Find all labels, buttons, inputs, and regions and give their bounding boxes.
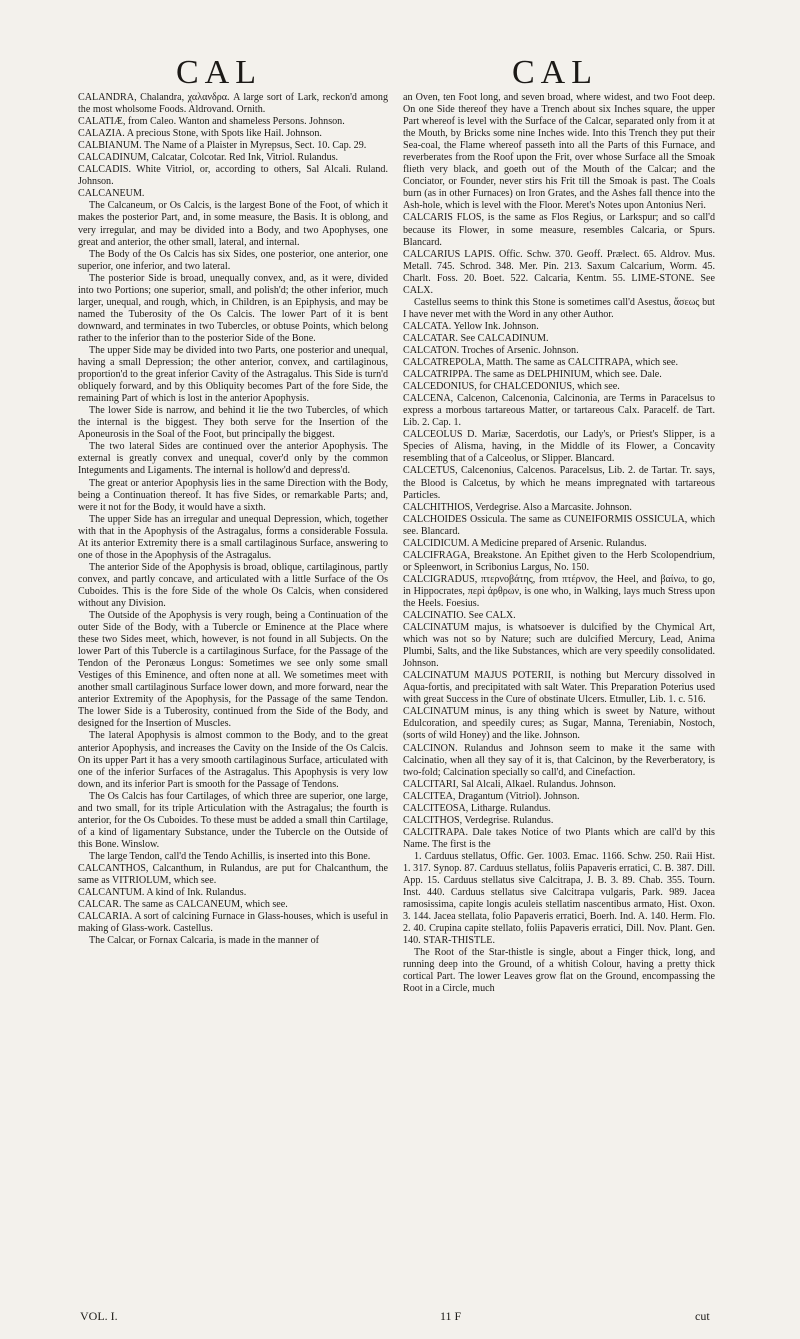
paragraph: 1. Carduus stellatus, Offic. Ger. 1003. Emac. 1166. Schw. 250. Raii Hist. 1. 317. Synop. 87. Carduus stellatus, foliis Papaveris erratici, C. B. 387. Dill. App. 15. Carduus stellatus sive Calcitrapa, J. B. 3. 89. Chab. 355. Tourn. Inst. 440. Carduus stellatus sive Calcitrapa vulgaris, Park. 989. Jacea ramosissima, capite longis aculeis stellatim nascentibus armato, Hist. Oxon. 3. 144. Jacea stellata, folio Papaveris erratici, Boerh. Ind. A. 140. Herm. Flo. 2. 40. Crupina capite stellato, foliis Papaveris erratici, Dill. Nov. Plant. Gen. 140. STAR-THISTLE. bbox=[403, 850, 715, 947]
left-column bbox=[78, 92, 388, 947]
entry-calciteosa: CALCITEOSA, Litharge. Rulandus. bbox=[403, 802, 551, 814]
paragraph: The Calcar, or Fornax Calcaria, is made in the manner of bbox=[89, 935, 319, 947]
entry-calchoides: CALCHOIDES Ossicula. The same as CUNEIFORMIS OSSICULA, which see. Blancard. bbox=[403, 513, 715, 537]
entry-calcadinum: CALCADINUM, Calcatar, Colcotar. Red Ink, Vitriol. Rulandus. bbox=[78, 152, 339, 164]
entry-calcedonius: CALCEDONIUS, for CHALCEDONIUS, which see. bbox=[403, 381, 620, 393]
page-footer bbox=[0, 1309, 800, 1329]
entry-calcaris-flos: CALCARIS FLOS, is the same as Flos Regius, or Larkspur; and so call'd because its Flower, in some measure, resembles Calcaria, or Spurs. Blancard. bbox=[403, 212, 715, 248]
paragraph: The two lateral Sides are continued over the anterior Apophysis. The external is greatly convex and unequal, cover'd only by the common Integuments and Ligaments. The internal is hollow'd and depress'd. bbox=[78, 441, 388, 477]
entry-calbianum: CALBIANUM. The Name of a Plaister in Myrepsus, Sect. 10. Cap. 29. bbox=[78, 140, 367, 152]
entry-calcifraga: CALCIFRAGA, Breakstone. An Epithet given to the Herb Scolopendrium, or Spleenwort, in Scribonius Largus, No. 150. bbox=[403, 549, 715, 573]
signature-mark: 11 F bbox=[440, 1309, 462, 1323]
entry-calcatar: CALCATAR. See CALCADINUM. bbox=[403, 332, 549, 344]
paragraph: The Calcaneum, or Os Calcis, is the largest Bone of the Foot, of which it makes the posterior Part, and, in some measure, the Basis. It is oblong, and very irregular, and may be divided into a Body, and two Apophyses, one great and anterior, the other small, lateral, and internal. bbox=[78, 200, 388, 248]
entry-calcinon: CALCINON. Rulandus and Johnson seem to make it the same with Calcinatio, when all they say of it is, that Calcinon, by the Reverberatory, is two-fold; Calcination specially so call'd, and Cinefaction. bbox=[403, 742, 715, 778]
entry-calcitea: CALCITEA, Dragantum (Vitriol). Johnson. bbox=[403, 790, 580, 802]
paragraph: The posterior Side is broad, unequally convex, and, as it were, divided into two Portions; one superior, small, and polish'd; the other inferior, much larger, unequal, and rough, which, in Children, is an Epiphysis, and may be named the Tuberosity of the Os Calcis. The lower Part of it is bent downward, and terminates in two Tubercles, or obtuse Points, which belong rather to the inferior than to the posterior Side of the Bone. bbox=[78, 272, 388, 344]
entry-calcarius-lapis: CALCARIUS LAPIS. Offic. Schw. 370. Geoff. Prælect. 65. Aldrov. Mus. Metall. 745. Schrod. 348. Mer. Pin. 213. Saxum Calcarium, Worm. 45. Charlt. Foss. 20. Boet. 522. Calcaria, Kentm. 55. LIME-STONE. See CALX. bbox=[403, 248, 715, 296]
entry-calchithios: CALCHITHIOS, Verdegrise. Also a Marcasite. Johnson. bbox=[403, 501, 632, 513]
right-column bbox=[403, 92, 715, 996]
paragraph: The large Tendon, call'd the Tendo Achillis, is inserted into this Bone. bbox=[89, 850, 371, 862]
paragraph: Castellus seems to think this Stone is sometimes call'd Asestus, ἄσεως but I have never met with the Word in any other Author. bbox=[403, 296, 715, 320]
paragraph: The Root of the Star-thistle is single, about a Finger thick, long, and running deep into the Ground, of a whitish Colour, having a pretty thick cortical Part. The lower Leaves grow flat on the Ground, encompassing the Root in a Circle, much bbox=[403, 947, 715, 995]
running-head-right: CAL bbox=[512, 54, 598, 91]
entry-calcar: CALCAR. The same as CALCANEUM, which see. bbox=[78, 899, 288, 911]
entry-calcena: CALCENA, Calcenon, Calcenonia, Calcinonia, are Terms in Paracelsus to express a morbous tartareous Matter, or tartareous Calx. Paracelf. de Tart. Lib. 2. Cap. 1. bbox=[403, 393, 715, 429]
paragraph: The Os Calcis has four Cartilages, of which three are superior, one large, and two small, for its triple Articulation with the Astragalus; the fourth is anterior, for the Os Cuboides. To these must be added a small thin Cartilage, of a kind of ligamentary Substance, under the Tubercle on the Outside of this Bone. Winslow. bbox=[78, 790, 388, 850]
entry-calatiae: CALATIÆ, from Caleo. Wanton and shameless Persons. Johnson. bbox=[78, 116, 345, 128]
entry-calcadis: CALCADIS. White Vitriol, or, according to others, Sal Alcali. Ruland. Johnson. bbox=[78, 164, 388, 188]
entry-calcaton: CALCATON. Troches of Arsenic. Johnson. bbox=[403, 344, 579, 356]
running-head-left: CAL bbox=[176, 54, 262, 91]
entry-calcinatum-majus-poterii: CALCINATUM MAJUS POTERII, is nothing but Mercury dissolved in Aqua-fortis, and precipitated with salt Water. This Preparation Poterius used with great Success in the Cure of obstinate Ulcers. Etmuller, Lib. 1. c. 516. bbox=[403, 670, 715, 706]
paragraph: The upper Side may be divided into two Parts, one posterior and unequal, having a small Depression; the other anterior, convex, and cartilaginous, proportion'd to the great inferior Cavity of the Astragalus. This Side is turn'd obliquely forward, and by this Obliquity becomes Part of the fore Side, the remaining Part of which is lost in the anterior Apophysis. bbox=[78, 344, 388, 405]
entry-calcithos: CALCITHOS, Verdegrise. Rulandus. bbox=[403, 814, 554, 826]
entry-calcinatum-majus: CALCINATUM majus, is whatsoever is dulcified by the Chymical Art, which was not so by Nature; such are dulcified Mercury, Lead, Anima Plumbi, Salts, and the like Substances, which are very speedily consolidated. Johnson. bbox=[403, 622, 715, 670]
entry-calandra: CALANDRA, Chalandra, χαλανδρα. A large sort of Lark, reckon'd among the most wholsome Foods. Aldrovand. Ornith. bbox=[78, 92, 388, 116]
entry-calazia: CALAZIA. A precious Stone, with Spots like Hail. Johnson. bbox=[78, 128, 322, 140]
catchword: cut bbox=[695, 1309, 710, 1323]
paragraph: The lateral Apophysis is almost common to the Body, and to the great anterior Apophysis, and increases the Cavity on the Inside of the Os Calcis. On its upper Part it has a very smooth cartilaginous Surface, articulated with one of the inferior Surfaces of the Astragalus. This Apophysis is very low down, and its inferior Part is smooth for the Passage of Tendons. bbox=[78, 730, 388, 790]
entry-calcantum: CALCANTUM. A kind of Ink. Rulandus. bbox=[78, 887, 247, 899]
entry-calcetus: CALCETUS, Calcenonius, Calcenos. Paracelsus, Lib. 2. de Tartar. Tr. says, the Blood is Calcetus, by which he means impregnated with tartareous Particles. bbox=[403, 465, 715, 501]
entry-calcitari: CALCITARI, Sal Alcali, Alkael. Rulandus. Johnson. bbox=[403, 778, 616, 790]
entry-calcanthos: CALCANTHOS, Calcanthum, in Rulandus, are put for Chalcanthum, the same as VITRIOLUM, which see. bbox=[78, 863, 388, 887]
paragraph: The Outside of the Apophysis is very rough, being a Continuation of the outer Side of the Body, with a Tubercle or Eminence at the Place where these two Sides meet, which, however, is not found in all Subjects. On the lower Part of this Tubercle is a cartilaginous Surface, for the Passage of the Tendon of the Peronæus Longus: Sometimes we see only some small Vestiges of this Eminence, and often none at all. We sometimes meet with another small cartilaginous Surface lower down, and more forward, near the anterior Extremity of the Apophysis, for the Passage of the same Tendon. The lower Side is a Tuberosity, continued from the Side of the Body, and designed for the Insertion of Muscles. bbox=[78, 610, 388, 730]
paragraph: The great or anterior Apophysis lies in the same Direction with the Body, being a Continuation thereof. It has five Sides, or remarkable Parts; and, were it not for the Body, it would have a sixth. bbox=[78, 477, 388, 513]
entry-calcatrippa: CALCATRIPPA. The same as DELPHINIUM, which see. Dale. bbox=[403, 369, 662, 381]
paragraph: The lower Side is narrow, and behind it lie the two Tubercles, of which the internal is the biggest. They both serve for the Insertion of the Aponeurosis in the Soal of the Foot, but principally the biggest. bbox=[78, 405, 388, 441]
entry-calcata: CALCATA. Yellow Ink. Johnson. bbox=[403, 320, 539, 332]
entry-calceolus: CALCEOLUS D. Mariæ, Sacerdotis, our Lady's, or Priest's Slipper, is a Species of Alisma, having, in the Middle of its Flower, a Concavity resembling that of a Calceolus, or Slipper. Blancard. bbox=[403, 429, 715, 465]
entry-calcinatio: CALCINATIO. See CALX. bbox=[403, 610, 516, 622]
entry-calcigradus: CALCIGRADUS, πτερνοβάτης, from πτέρνον, the Heel, and βαίνω, to go, in Hippocrates, περὶ ἀρθρων, is one who, in Walking, lays much Stress upon the Heels. Foesius. bbox=[403, 573, 715, 609]
paragraph: an Oven, ten Foot long, and seven broad, where widest, and two Foot deep. On one Side thereof they have a Trench about six Inches square, the upper Part whereof is level with the Surface of the Calcar, separated only from it at the Mouth, by Bricks some nine Inches wide. Into this Trench they put their Sea-coal, the Flame whereof passeth into all the Parts of this Furnace, and reverberates from the Roof upon the Frit, over whose Surface all the Smoak flieth very black, and goeth out of the Mouth of the Calcar; and the Conciator, or Founder, never stirs his Frit till the Smoak is past. The Coals burn (as in other Furnaces) on Iron Grates, and the Ashes fall thence into the Ash-hole, which is level with the Floor. Meret's Notes upon Antonius Neri. bbox=[403, 92, 715, 212]
entry-calcinatum-minus: CALCINATUM minus, is any thing which is sweet by Nature, without Edulcoration, and speedily cures; as Sugar, Manna, Tereniabin, Nostoch, (sorts of wild Honey) and the like. Johnson. bbox=[403, 706, 715, 742]
entry-calcaneum: CALCANEUM. bbox=[78, 188, 145, 200]
paragraph: The Body of the Os Calcis has six Sides, one posterior, one anterior, one superior, one inferior, and two lateral. bbox=[78, 248, 388, 272]
paragraph: The anterior Side of the Apophysis is broad, oblique, cartilaginous, partly convex, and partly concave, and articulated with a little Surface of the Os Cuboides. This is the fore Side of the whole Os Calcis, when considered without any Division. bbox=[78, 561, 388, 609]
volume-number: VOL. I. bbox=[80, 1309, 118, 1323]
entry-calcidicum: CALCIDICUM. A Medicine prepared of Arsenic. Rulandus. bbox=[403, 537, 647, 549]
entry-calcitrapa: CALCITRAPA. Dale takes Notice of two Plants which are call'd by this Name. The first is the bbox=[403, 826, 715, 850]
entry-calcatrepola: CALCATREPOLA, Matth. The same as CALCITRAPA, which see. bbox=[403, 357, 679, 369]
entry-calcaria: CALCARIA. A sort of calcining Furnace in Glass-houses, which is useful in making of Glass-work. Castellus. bbox=[78, 911, 388, 935]
paragraph: The upper Side has an irregular and unequal Depression, which, together with that in the Apophysis of the Astragalus, forms a considerable Fossula. At its anterior Extremity there is a small cartilaginous Surface, answering to one of those in the Apophysis of the Astragalus. bbox=[78, 513, 388, 561]
